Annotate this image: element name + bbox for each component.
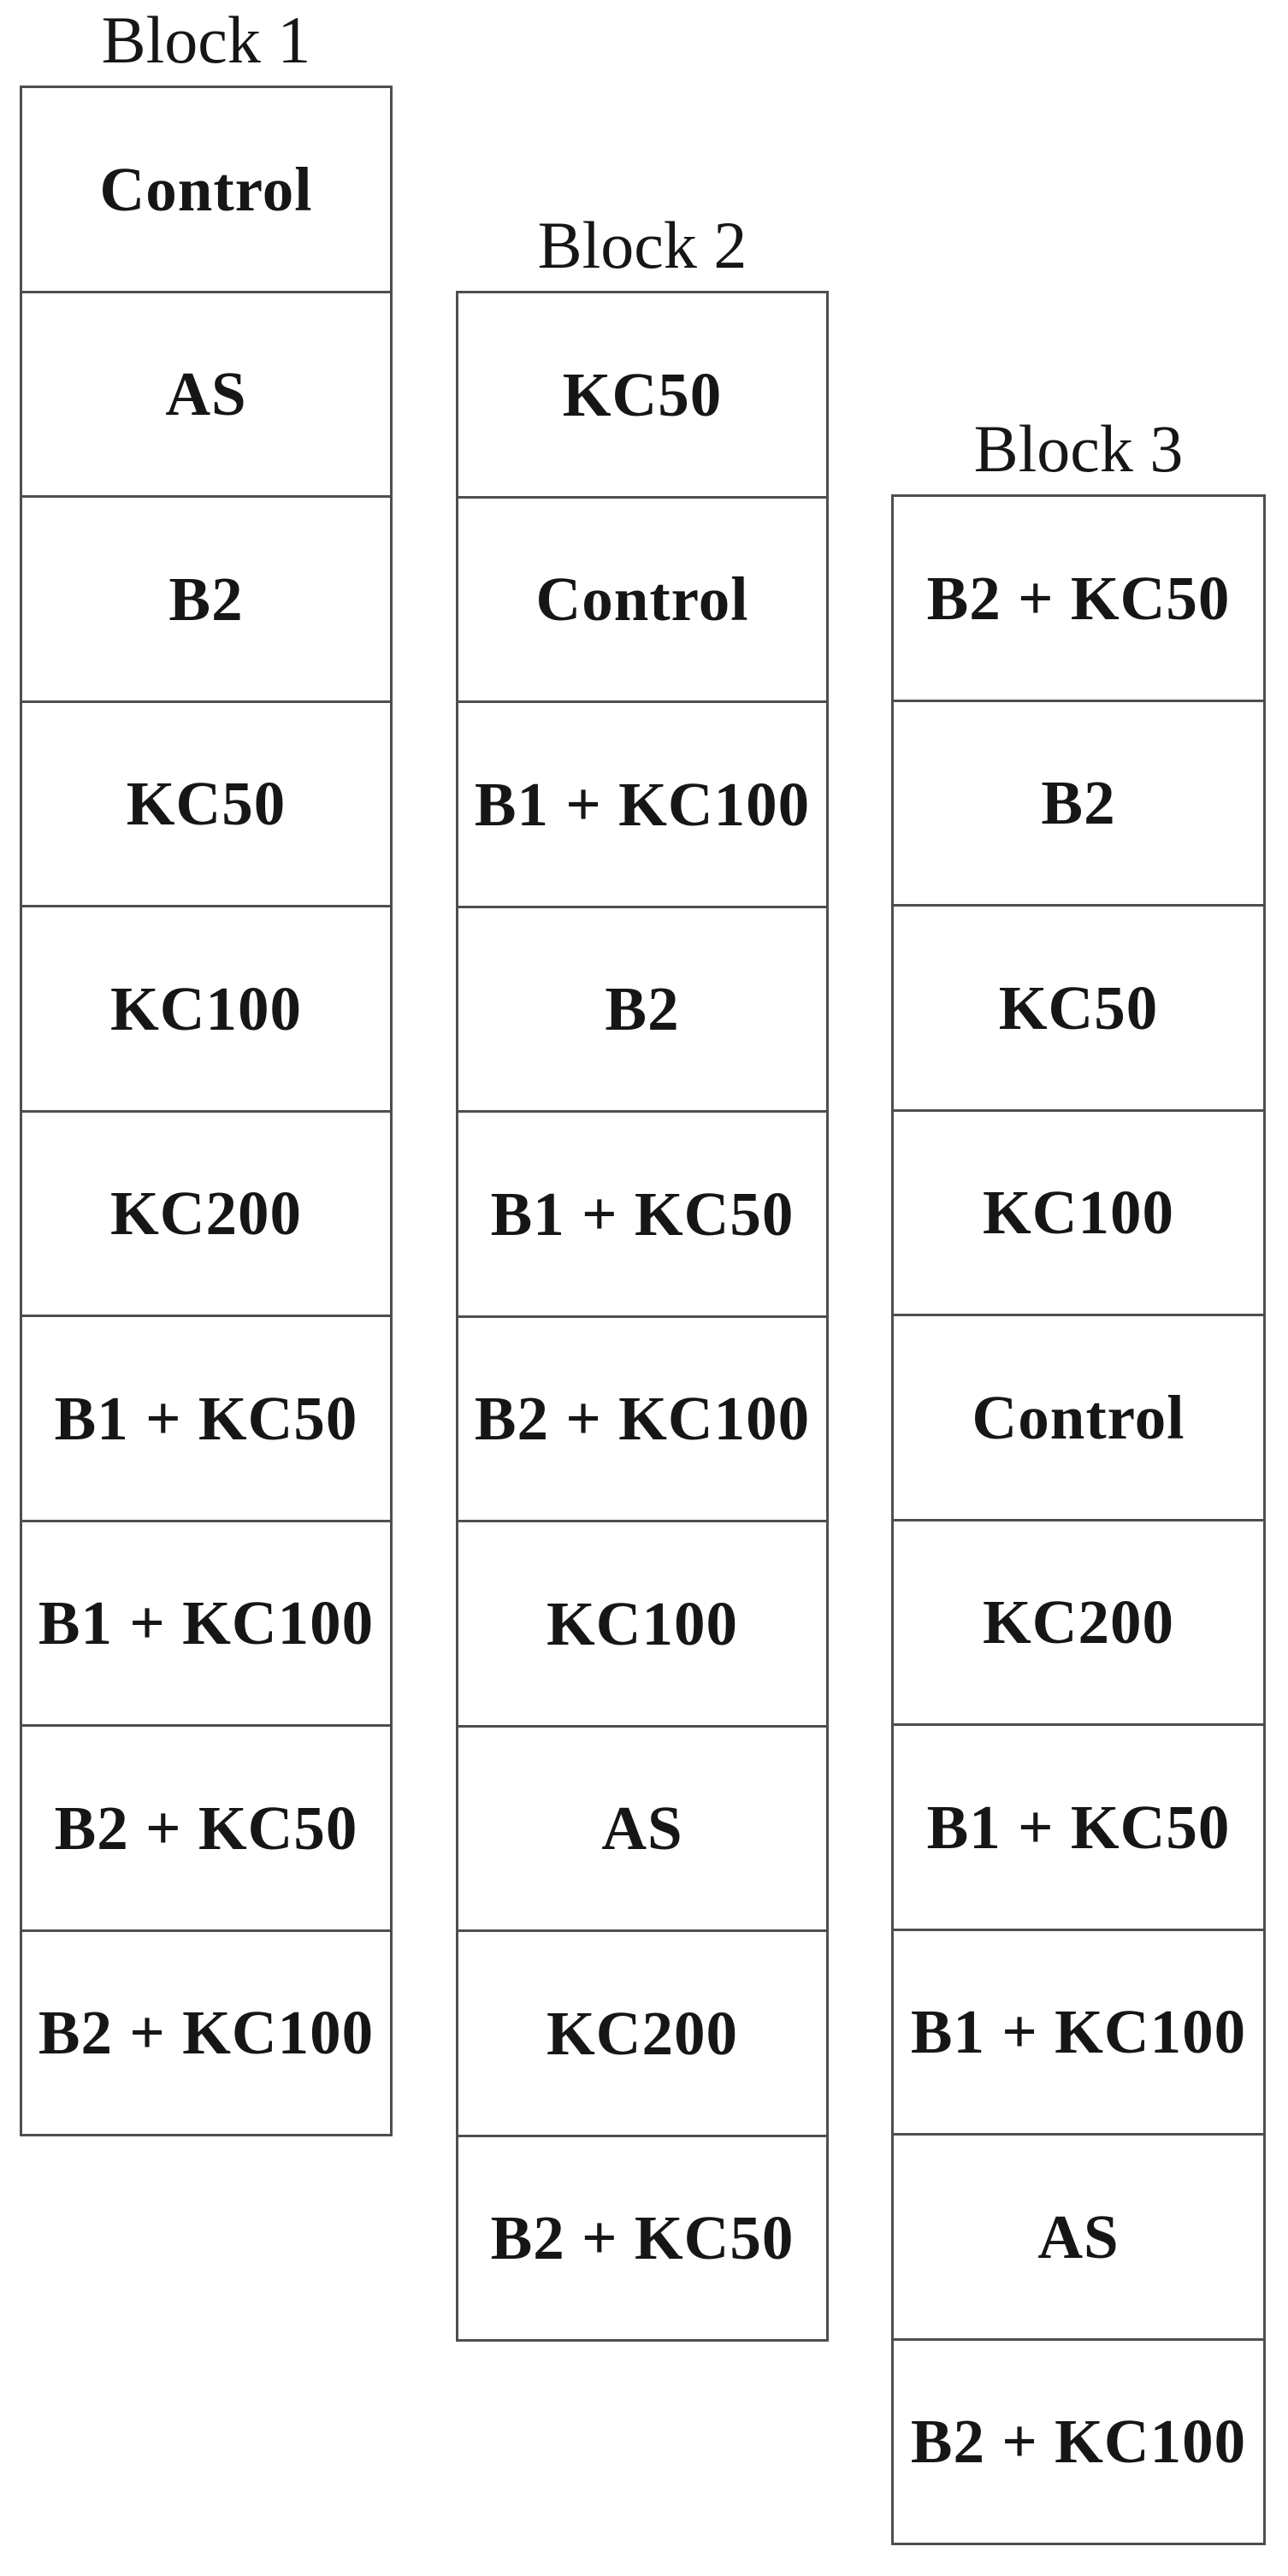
cell-label: KC100 [110,973,302,1043]
cell-label: B1 + KC100 [910,1997,1247,2067]
cell-label: B2 + KC100 [38,1998,375,2068]
block-1-cell-6 [22,1110,390,1315]
block-1-grid [20,86,393,2136]
block-3-cell-8 [894,1929,1263,2134]
block-3-cell-2 [894,700,1263,905]
cell-label: KC100 [547,1588,738,1658]
cell-label: Control [972,1382,1185,1452]
block-2-cell-8 [458,1725,826,1930]
cell-label: KC200 [547,1998,738,2068]
block-3-cell-7 [894,1723,1263,1929]
block-1-cell-4 [22,700,390,906]
cell-label: B1 + KC50 [54,1383,358,1453]
cell-label: B2 + KC50 [54,1793,358,1863]
block-2-cell-6 [458,1315,826,1521]
cell-label: B1 + KC100 [38,1588,375,1658]
cell-label: AS [601,1793,683,1864]
cell-label: KC50 [126,769,287,839]
cell-label: B1 + KC50 [926,1792,1231,1862]
block-3-cell-5 [894,1314,1263,1519]
block-1-cell-7 [22,1315,390,1520]
block-2-grid [456,291,829,2342]
block-3-cell-4 [894,1109,1263,1315]
block-1-title: Block 1 [101,3,311,77]
block-2-cell-4 [458,906,826,1111]
cell-label: Control [535,564,749,635]
block-3-cell-3 [894,904,1263,1109]
block-1-cell-3 [22,495,390,700]
block-1-cell-1 [22,88,390,291]
cell-label: B1 + KC100 [474,769,811,839]
cell-label: KC200 [983,1587,1174,1657]
cell-label: B2 + KC100 [910,2407,1247,2477]
cell-label: B1 + KC50 [490,1179,795,1249]
block-2-cell-7 [458,1520,826,1725]
block-3-title: Block 3 [973,411,1184,486]
block-2-cell-1 [458,293,826,496]
block-1-cell-10 [22,1929,390,2135]
cell-label: B2 [168,564,244,634]
block-3-cell-10 [894,2338,1263,2544]
block-1-cell-9 [22,1724,390,1929]
block-3-cell-1 [894,497,1263,700]
cell-label: KC200 [110,1179,302,1249]
block-3-cell-6 [894,1519,1263,1724]
cell-label: KC50 [562,359,723,429]
block-2-title: Block 2 [537,208,747,282]
block-1-cell-2 [22,291,390,496]
block-2-cell-2 [458,496,826,701]
cell-label: AS [165,359,247,429]
block-2-cell-3 [458,700,826,906]
cell-label: Control [99,154,313,224]
block-1-cell-8 [22,1520,390,1725]
block-3-column [891,409,1266,2545]
block-2-cell-5 [458,1110,826,1315]
cell-label: B2 + KC50 [926,563,1231,633]
cell-label: B2 + KC100 [474,1384,811,1454]
cell-label: B2 [605,974,680,1044]
cell-label: KC100 [983,1178,1174,1248]
cell-label: AS [1037,2201,1120,2272]
cell-label: B2 [1041,768,1116,838]
block-3-grid [891,494,1266,2545]
block-2-cell-9 [458,1929,826,2135]
block-2-cell-10 [458,2135,826,2340]
block-2-column [456,205,829,2342]
cell-label: B2 + KC50 [490,2203,795,2273]
block-1-cell-5 [22,905,390,1110]
block-1-column [20,0,393,2136]
cell-label: KC50 [998,972,1159,1043]
block-3-cell-9 [894,2133,1263,2338]
